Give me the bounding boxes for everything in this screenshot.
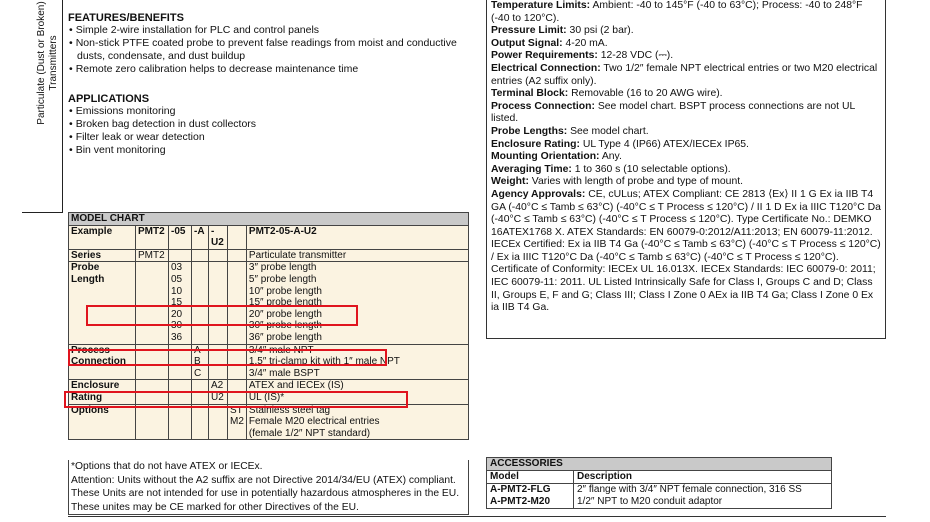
- specifications-panel: [486, 0, 886, 339]
- model-chart-row: [69, 249, 469, 262]
- spec-value: 1 to 360 s (10 selectable options).: [574, 163, 731, 175]
- model-chart-cell: [192, 332, 209, 344]
- bottom-rule: [68, 516, 886, 517]
- model-chart-cell: [169, 428, 192, 440]
- model-chart-cell: [228, 262, 247, 274]
- accessory-description: 1/2″ NPT to M20 conduit adaptor: [574, 496, 832, 509]
- spec-label: Mounting Orientation:: [491, 151, 600, 163]
- model-chart-cell: 10: [169, 286, 192, 298]
- note-line: Attention: Units without the A2 suffix are not Directive 2014/34/EU (ATEX) compliant. These Units are not intended for use in potentially hazardous atmospheres in the EU. These unites may be CE marked for other Directives of the EU.: [71, 474, 460, 513]
- accessories-row: [487, 484, 832, 497]
- model-chart-cell: [209, 368, 228, 380]
- feature-item: • Simple 2-wire installation for PLC and control panels: [68, 24, 478, 37]
- model-chart-cell: C: [192, 368, 209, 380]
- model-chart-cell: [192, 416, 209, 428]
- model-chart-cell: 20: [169, 309, 192, 321]
- spec-item: [491, 139, 881, 152]
- model-chart-cell: [228, 286, 247, 298]
- model-chart-cell: PMT2: [136, 249, 169, 262]
- spec-item: [491, 126, 881, 139]
- spec-label: Output Signal:: [491, 37, 563, 49]
- model-chart-cell: [136, 416, 169, 428]
- model-chart-row: [69, 368, 469, 380]
- model-chart-cell: [192, 274, 209, 286]
- accessories-title: ACCESSORIES: [487, 458, 832, 471]
- spec-label: Power Requirements:: [491, 50, 598, 62]
- spec-item: [491, 63, 881, 88]
- model-chart-cell: [209, 249, 228, 262]
- spec-value: Varies with length of probe and type of mount.: [531, 176, 744, 188]
- model-chart-cell: A: [192, 344, 209, 356]
- model-chart-example-cell: PMT2: [136, 225, 169, 249]
- model-chart-cell: [192, 262, 209, 274]
- spec-label: Averaging Time:: [491, 163, 572, 175]
- model-chart-cell: [228, 428, 247, 440]
- feature-item: • Non-stick PTFE coated probe to prevent false readings from moist and conductive dusts, condensate, and dust buildup: [68, 37, 478, 63]
- model-chart-cell: 3/4″ male BSPT: [246, 368, 468, 380]
- model-chart-cell: [69, 368, 136, 380]
- model-chart-cell: 30: [169, 320, 192, 332]
- spec-label: Probe Lengths:: [491, 125, 568, 137]
- model-chart-cell: [228, 332, 247, 344]
- spec-label: Weight:: [491, 176, 529, 188]
- application-item: • Filter leak or wear detection: [68, 131, 478, 144]
- spec-item: [491, 25, 881, 38]
- model-chart-cell: Stainless steel tag: [246, 404, 468, 416]
- model-chart-cell: [136, 428, 169, 440]
- highlight-process-connection: [68, 349, 387, 366]
- model-chart-cell: 3″ probe length: [246, 262, 468, 274]
- application-item: • Broken bag detection in dust collectors: [68, 118, 478, 131]
- spec-value: CE, cULus; ATEX Compliant: CE 2813 ⟨Ex⟩ II 1 G Ex ia IIB T4 GA (-40°C ≤ Tamb ≤ 63°C) (-40°C ≤ T Process ≤ 120°C) / II 1 D Ex ia IIIC T120°C Da (-40°C ≤ Tamb ≤ 63°C) (-40°C ≤ T Process ≤ 120°C). Type Certificate No.: DEMKO 16ATEX1768 X. ATEX Standards: EN 60079-0:2012/A11:2013; EN 60079-11:2012. IECEx Certified: Ex ia IIB T4 Ga (-40°C ≤ Tamb ≤ 63°C) (-40°C ≤ T Process ≤ 120°C) / Ex ia IIIC T120°C Da (-40°C ≤ Tamb ≤ 63°C) (-40°C ≤ T Process ≤ 120°C). Certificate of Conformity: IECEx UL 16.013X. IECEx Standards: IEC 60079-0: 2011; IEC 60079-11: 2011. UL Listed Intrinsically Safe for Class I, Groups C and D; Class II, Groups E, F and G; Class III; Class I Zone 0 AEx ia IIB T4 Ga; Class I Zone 0 Ex ia IIB T4 Ga.: [491, 188, 881, 314]
- model-chart-cell: Series: [69, 249, 136, 262]
- model-chart-cell: M2: [228, 416, 247, 428]
- model-chart-row: [69, 262, 469, 274]
- model-chart-cell: ST: [228, 404, 247, 416]
- model-chart-cell: [228, 368, 247, 380]
- spec-item: [491, 176, 881, 189]
- model-chart-cell: Particulate transmitter: [246, 249, 468, 262]
- model-chart-cell: Connection: [69, 356, 136, 368]
- spec-item: [491, 50, 881, 63]
- spec-value: See model chart.: [570, 125, 649, 137]
- model-chart-cell: [209, 428, 228, 440]
- features-section: [68, 12, 478, 76]
- accessories-row: [487, 496, 832, 509]
- spec-label: Pressure Limit:: [491, 25, 567, 37]
- spec-value: 4-20 mA.: [565, 37, 608, 49]
- feature-item: • Remote zero calibration helps to decrease maintenance time: [68, 63, 478, 76]
- spec-label: Electrical Connection:: [491, 62, 601, 74]
- spec-value: Any.: [601, 151, 622, 163]
- model-chart-cell: ATEX and IECEx (IS): [246, 380, 468, 392]
- model-chart-cell: 30″ probe length: [246, 320, 468, 332]
- model-chart-row: [69, 286, 469, 298]
- spec-value: 12-28 VDC (⎓).: [600, 50, 674, 62]
- model-chart-cell: [228, 274, 247, 286]
- highlight-probe-length-20: [86, 305, 358, 326]
- model-chart-cell: 1.5″ tri-clamp kit with 1″ male NPT: [246, 356, 468, 368]
- spec-value: Removable (16 to 20 AWG wire).: [571, 88, 723, 100]
- model-chart-cell: Enclosure: [69, 380, 136, 392]
- model-chart-row: [69, 332, 469, 344]
- model-chart-example-cell: PMT2-05-A-U2: [246, 225, 468, 249]
- model-chart-cell: [209, 274, 228, 286]
- model-chart-cell: 5″ probe length: [246, 274, 468, 286]
- spec-item: [491, 164, 881, 177]
- model-chart-cell: [136, 332, 169, 344]
- model-chart-example-cell: [228, 225, 247, 249]
- spec-label: Enclosure Rating:: [491, 138, 580, 150]
- model-chart-cell: Length: [69, 274, 136, 286]
- features-title: FEATURES/BENEFITS: [68, 12, 184, 24]
- model-chart-cell: [169, 416, 192, 428]
- model-chart-cell: [136, 262, 169, 274]
- model-chart-notes: [68, 460, 469, 515]
- model-chart-cell: [169, 368, 192, 380]
- model-chart-cell: Process: [69, 344, 136, 356]
- highlight-enclosure-rating: [64, 391, 408, 408]
- model-chart-example-cell: -A: [192, 225, 209, 249]
- model-chart-cell: 36: [169, 332, 192, 344]
- model-chart-cell: A2: [209, 380, 228, 392]
- model-chart-cell: 15″ probe length: [246, 297, 468, 309]
- model-chart-example-cell: -U2: [209, 225, 228, 249]
- spec-label: Terminal Block:: [491, 88, 569, 100]
- accessory-model: A-PMT2-M20: [487, 496, 574, 509]
- model-chart-cell: Rating: [69, 392, 136, 404]
- model-chart-cell: [169, 249, 192, 262]
- model-chart-cell: [69, 286, 136, 298]
- model-chart-cell: 05: [169, 274, 192, 286]
- model-chart-cell: 03: [169, 262, 192, 274]
- model-chart-cell: [192, 249, 209, 262]
- model-chart-title: MODEL CHART: [69, 213, 469, 226]
- model-chart-cell: [192, 286, 209, 298]
- features-list: [68, 24, 478, 76]
- model-chart-cell: 15: [169, 297, 192, 309]
- model-chart-cell: [209, 262, 228, 274]
- spec-label: Process Connection:: [491, 100, 595, 112]
- accessory-description: 2″ flange with 3/4″ NPT female connection, 316 SS: [574, 484, 832, 497]
- accessories-header-description: Description: [574, 471, 832, 484]
- model-chart-cell: B: [192, 356, 209, 368]
- model-chart-cell: (female 1/2″ NPT standard): [246, 428, 468, 440]
- model-chart-cell: [69, 332, 136, 344]
- spec-item: [491, 38, 881, 51]
- spec-value: Two 1/2″ female NPT electrical entries or two M20 electrical entries (A2 suffix only).: [491, 62, 878, 87]
- model-chart-example-cell: Example: [69, 225, 136, 249]
- model-chart-cell: [136, 368, 169, 380]
- model-chart-cell: [69, 416, 136, 428]
- model-chart-cell: 36″ probe length: [246, 332, 468, 344]
- application-item: • Bin vent monitoring: [68, 144, 478, 157]
- accessory-model: A-PMT2-FLG: [487, 484, 574, 497]
- model-chart-example-cell: -05: [169, 225, 192, 249]
- applications-title: APPLICATIONS: [68, 93, 150, 105]
- model-chart-row: [69, 416, 469, 428]
- model-chart-cell: Female M20 electrical entries: [246, 416, 468, 428]
- note-line: *Options that do not have ATEX or IECEx.: [71, 461, 263, 472]
- model-chart-cell: UL (IS)*: [246, 392, 468, 404]
- model-chart-cell: Options: [69, 404, 136, 416]
- model-chart-cell: U2: [209, 392, 228, 404]
- spec-item: [491, 0, 881, 25]
- spec-item: [491, 101, 881, 126]
- model-chart-cell: [209, 416, 228, 428]
- model-chart-cell: [209, 286, 228, 298]
- model-chart-example-row: [69, 225, 469, 249]
- spec-value: 30 psi (2 bar).: [569, 25, 634, 37]
- spec-item: [491, 88, 881, 101]
- model-chart-cell: 20″ probe length: [246, 309, 468, 321]
- spec-label: Temperature Limits:: [491, 0, 591, 11]
- model-chart-cell: [192, 428, 209, 440]
- applications-list: [68, 105, 478, 157]
- model-chart-cell: [69, 428, 136, 440]
- model-chart-row: [69, 274, 469, 286]
- model-chart-cell: Probe: [69, 262, 136, 274]
- spec-value: Ambient: -40 to 145°F (-40 to 63°C); Process: -40 to 248°F (-40 to 120°C).: [491, 0, 863, 24]
- model-chart-cell: 10″ probe length: [246, 286, 468, 298]
- model-chart-cell: [228, 249, 247, 262]
- spec-value: See model chart. BSPT process connections are not UL listed.: [491, 100, 855, 125]
- accessories-table: [486, 457, 832, 509]
- spec-label: Agency Approvals:: [491, 188, 586, 200]
- model-chart-cell: [209, 332, 228, 344]
- applications-section: [68, 93, 478, 157]
- spec-item: [491, 189, 881, 315]
- model-chart-cell: [136, 274, 169, 286]
- spec-item: [491, 151, 881, 164]
- model-chart-cell: 3/4″ male NPT: [246, 344, 468, 356]
- model-chart-cell: [136, 286, 169, 298]
- model-chart-row: [69, 428, 469, 440]
- accessories-header-model: Model: [487, 471, 574, 484]
- side-tab-label: Particulate (Dust or Broken) Transmitters: [36, 1, 59, 125]
- application-item: • Emissions monitoring: [68, 105, 478, 118]
- spec-value: UL Type 4 (IP66) ATEX/IECEx IP65.: [582, 138, 749, 150]
